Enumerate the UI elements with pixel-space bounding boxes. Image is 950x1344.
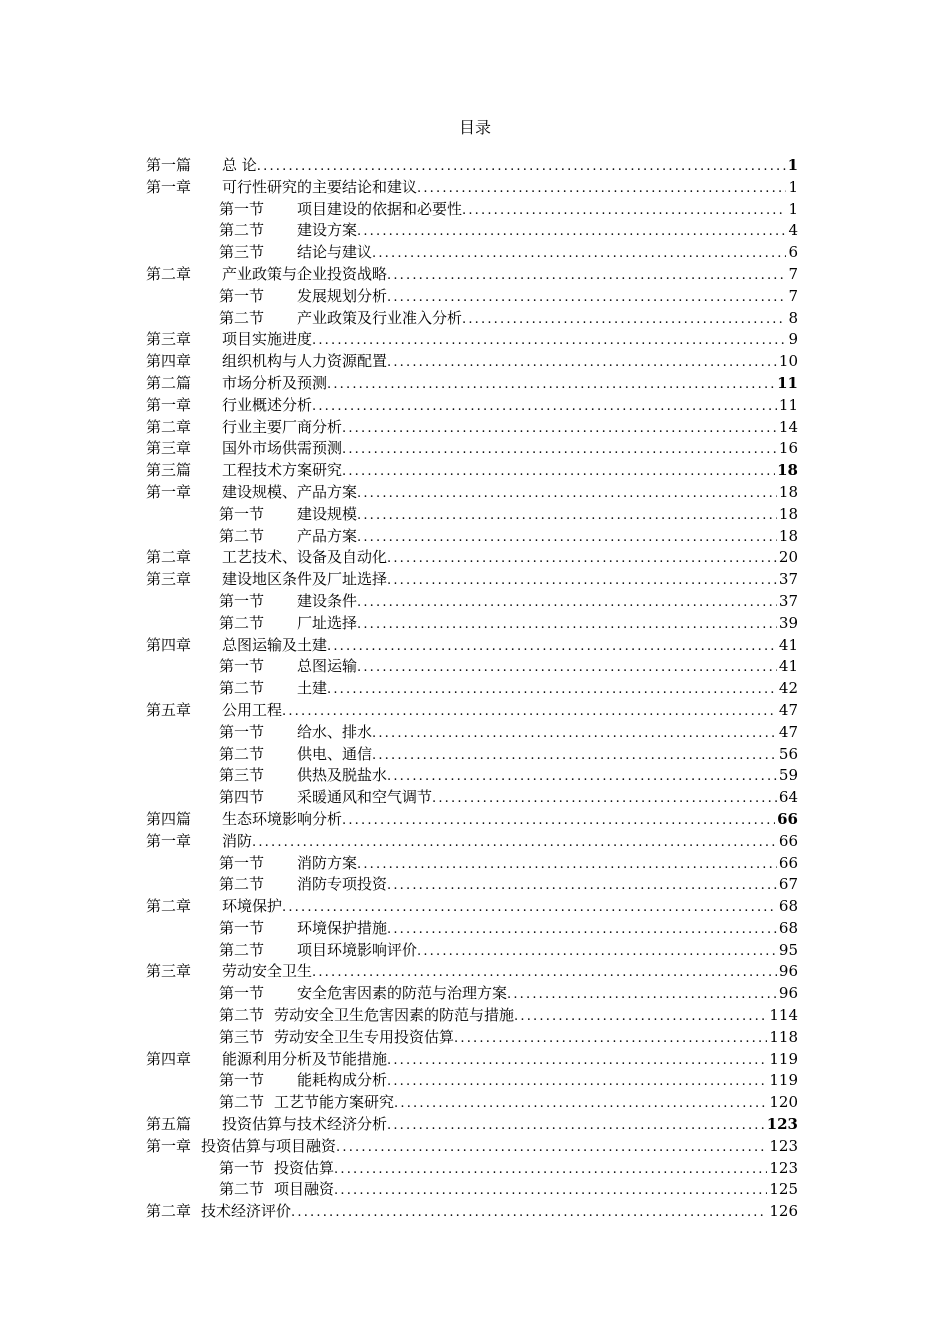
toc-entry-title: 工艺节能方案研究 [274,1093,395,1112]
toc-entry-title: 市场分析及预测 [222,373,328,392]
toc-entry-title: 能耗构成分析 [297,1071,388,1090]
toc-entry-number: 第二节 [219,1180,265,1199]
toc-dot-leader [291,1202,767,1223]
toc-page-number: 42 [778,679,798,698]
toc-dot-leader [357,221,786,242]
toc-entry-title: 项目实施进度 [222,330,313,349]
toc-chapter-entry[interactable] [146,635,798,657]
toc-entry-number: 第三节 [219,1027,265,1046]
toc-section-entry[interactable] [146,765,798,787]
toc-entry-number: 第二节 [219,1006,265,1025]
toc-dot-leader [357,483,777,504]
toc-entry-number: 第五章 [146,700,192,719]
toc-chapter-entry[interactable] [146,417,798,439]
toc-part-entry[interactable] [146,373,798,395]
toc-entry-number: 第四章 [146,1049,192,1068]
toc-chapter-entry[interactable] [146,700,798,722]
toc-section-entry[interactable] [146,678,798,700]
toc-entry-number: 第二章 [146,264,192,283]
toc-chapter-entry[interactable] [146,896,798,918]
toc-entry-number: 第一节 [219,853,265,872]
toc-section-entry[interactable] [146,286,798,308]
toc-entry-title: 总 论 [222,156,257,174]
toc-section-entry[interactable] [146,526,798,548]
toc-chapter-entry[interactable] [146,831,798,853]
toc-page-number: 18 [778,482,798,501]
toc-entry-title: 总图运输 [297,657,358,676]
toc-page-number: 18 [778,504,798,523]
toc-dot-leader [312,330,786,351]
toc-entry-title: 公用工程 [222,700,283,719]
toc-section-entry[interactable] [146,199,798,221]
toc-section-entry[interactable] [146,1092,798,1114]
toc-chapter-entry[interactable] [146,177,798,199]
toc-section-entry[interactable] [146,940,798,962]
toc-section-entry[interactable] [146,1005,798,1027]
toc-entry-title: 土建 [297,679,328,698]
toc-part-entry[interactable] [146,1114,798,1136]
toc-entry-title: 建设地区条件及厂址选择 [222,570,388,589]
toc-page-number: 39 [778,613,798,632]
toc-dot-leader [372,243,786,264]
toc-entry-number: 第一节 [219,286,265,305]
toc-title: 目录 [458,118,491,137]
toc-dot-leader [387,766,777,787]
toc-dot-leader [342,461,775,482]
toc-entry-number: 第一节 [219,504,265,523]
toc-entry-number: 第二章 [146,897,192,916]
toc-page-number: 1 [787,156,798,174]
toc-page-number: 67 [778,875,798,894]
toc-entry-title: 产业政策及行业准入分析 [297,308,463,327]
toc-entry-number: 第三节 [219,243,265,262]
toc-entry-title: 消防 [222,831,253,850]
toc-dot-leader [387,548,777,569]
toc-section-entry[interactable] [146,1027,798,1049]
table-of-contents [146,155,798,1223]
toc-entry-title: 生态环境影响分析 [222,809,343,828]
toc-chapter-entry[interactable] [146,569,798,591]
toc-part-entry[interactable] [146,809,798,831]
toc-entry-number: 第一章 [146,395,192,414]
toc-dot-leader [387,919,777,940]
toc-entry-number: 第四章 [146,352,192,371]
toc-section-entry[interactable] [146,1070,798,1092]
toc-dot-leader [372,723,777,744]
toc-entry-title: 建设方案 [297,221,358,240]
toc-dot-leader [252,832,777,853]
toc-entry-title: 项目融资 [274,1180,335,1199]
toc-section-entry[interactable] [146,504,798,526]
toc-section-entry[interactable] [146,787,798,809]
toc-page-number: 7 [788,286,798,305]
toc-page-number: 118 [769,1027,798,1046]
toc-entry-number: 第二节 [219,526,265,545]
toc-chapter-entry[interactable] [146,547,798,569]
toc-section-entry[interactable] [146,1158,798,1180]
toc-section-entry[interactable] [146,613,798,635]
toc-entry-number: 第二节 [219,613,265,632]
toc-entry-number: 第二节 [219,940,265,959]
toc-page-number: 59 [778,766,798,785]
toc-dot-leader [387,1050,767,1071]
toc-entry-title: 可行性研究的主要结论和建议 [222,177,418,196]
toc-page-number: 64 [778,788,798,807]
toc-entry-title: 发展规划分析 [297,286,388,305]
toc-entry-number: 第一节 [219,1071,265,1090]
toc-page-number: 7 [788,264,798,283]
toc-dot-leader [282,701,777,722]
toc-page-number: 47 [778,700,798,719]
toc-dot-leader [454,1028,767,1049]
toc-section-entry[interactable] [146,722,798,744]
toc-page-number: 96 [778,962,798,981]
toc-section-entry[interactable] [146,744,798,766]
toc-chapter-entry[interactable] [146,1136,798,1158]
toc-entry-title: 项目建设的依据和必要性 [297,199,463,218]
toc-page-number: 119 [769,1049,798,1068]
toc-entry-title: 消防专项投资 [297,875,388,894]
toc-page-number: 68 [778,918,798,937]
toc-page-number: 14 [778,417,798,436]
toc-section-entry[interactable] [146,591,798,613]
toc-entry-title: 劳动安全卫生 [222,962,313,981]
toc-part-entry[interactable] [146,460,798,482]
toc-entry-title: 建设条件 [297,591,358,610]
toc-dot-leader [257,156,786,177]
toc-entry-title: 供电、通信 [297,744,373,763]
toc-section-entry[interactable] [146,918,798,940]
toc-page-number: 11 [778,395,798,414]
toc-dot-leader [357,505,777,526]
toc-page-number: 114 [769,1006,798,1025]
toc-entry-number: 第二篇 [146,373,192,392]
toc-page-number: 56 [778,744,798,763]
toc-entry-number: 第四篇 [146,809,192,828]
toc-dot-leader [312,962,777,983]
toc-page-number: 1 [788,177,798,196]
toc-page-number: 6 [788,243,798,262]
toc-entry-title: 采暖通风和空气调节 [297,788,433,807]
toc-entry-title: 行业概述分析 [222,395,313,414]
toc-dot-leader [336,1137,767,1158]
toc-dot-leader [327,636,777,657]
toc-chapter-entry[interactable] [146,1201,798,1223]
toc-entry-number: 第二章 [146,417,192,436]
toc-page-number: 123 [769,1136,798,1155]
toc-entry-title: 给水、排水 [297,722,373,741]
toc-page-number: 125 [769,1180,798,1199]
toc-dot-leader [357,657,777,678]
toc-page-number: 4 [788,221,798,240]
toc-dot-leader [462,200,786,221]
toc-page-number: 1 [788,199,798,218]
toc-entry-title: 结论与建议 [297,243,373,262]
toc-page-number: 16 [778,439,798,458]
toc-page-number: 18 [778,526,798,545]
toc-page-number: 123 [766,1115,798,1134]
toc-entry-title: 建设规模 [297,504,358,523]
toc-dot-leader [357,614,777,635]
toc-entry-number: 第一章 [146,177,192,196]
toc-chapter-entry[interactable] [146,961,798,983]
toc-entry-title: 投资估算与项目融资 [201,1136,337,1155]
toc-entry-number: 第一篇 [146,156,192,174]
toc-page-number: 41 [778,635,798,654]
toc-dot-leader [357,527,777,548]
toc-dot-leader [342,810,775,831]
toc-dot-leader [417,941,777,962]
toc-section-entry[interactable] [146,656,798,678]
toc-entry-title: 环境保护措施 [297,918,388,937]
toc-entry-number: 第三节 [219,766,265,785]
toc-dot-leader [507,984,777,1005]
toc-entry-number: 第一节 [219,918,265,937]
toc-entry-number: 第二节 [219,1093,265,1112]
toc-dot-leader [387,570,777,591]
toc-entry-title: 国外市场供需预测 [222,439,343,458]
toc-entry-title: 工艺技术、设备及自动化 [222,548,388,567]
toc-entry-number: 第四章 [146,635,192,654]
toc-page-number: 18 [777,461,798,480]
toc-entry-title: 行业主要厂商分析 [222,417,343,436]
toc-entry-title: 项目环境影响评价 [297,940,418,959]
toc-page-number: 68 [778,897,798,916]
toc-dot-leader [394,1093,767,1114]
toc-entry-title: 总图运输及土建 [222,635,328,654]
toc-entry-number: 第一章 [146,831,192,850]
toc-dot-leader [387,1071,767,1092]
toc-entry-number: 第三章 [146,330,192,349]
toc-page-number: 9 [788,330,798,349]
toc-entry-title: 消防方案 [297,853,358,872]
toc-entry-number: 第一章 [146,482,192,501]
toc-page-number: 123 [769,1158,798,1177]
toc-section-entry[interactable] [146,983,798,1005]
toc-dot-leader [312,396,777,417]
toc-dot-leader [432,788,777,809]
toc-entry-number: 第三章 [146,570,192,589]
toc-dot-leader [334,1180,767,1201]
toc-chapter-entry[interactable] [146,482,798,504]
toc-page-number: 8 [788,308,798,327]
toc-entry-number: 第二章 [146,548,192,567]
toc-dot-leader [514,1006,767,1027]
toc-dot-leader [387,1115,765,1136]
toc-page-number: 66 [778,831,798,850]
toc-dot-leader [342,439,777,460]
toc-chapter-entry[interactable] [146,329,798,351]
toc-page-number: 47 [778,722,798,741]
toc-entry-number: 第一节 [219,657,265,676]
toc-entry-number: 第一节 [219,199,265,218]
toc-entry-number: 第三章 [146,439,192,458]
toc-dot-leader [327,679,777,700]
toc-page-number: 120 [769,1093,798,1112]
toc-entry-title: 劳动安全卫生危害因素的防范与措施 [274,1006,515,1025]
toc-entry-number: 第二节 [219,679,265,698]
toc-entry-number: 第一节 [219,984,265,1003]
toc-section-entry[interactable] [146,220,798,242]
toc-entry-title: 投资估算 [274,1158,335,1177]
toc-page-number: 11 [777,373,798,392]
toc-dot-leader [282,897,777,918]
toc-page-number: 95 [778,940,798,959]
toc-entry-title: 厂址选择 [297,613,358,632]
toc-chapter-entry[interactable] [146,351,798,373]
toc-entry-title: 产品方案 [297,526,358,545]
toc-dot-leader [327,374,775,395]
toc-page-number: 20 [778,548,798,567]
toc-dot-leader [357,854,777,875]
toc-entry-title: 技术经济评价 [201,1202,292,1221]
toc-entry-number: 第五篇 [146,1115,192,1134]
toc-section-entry[interactable] [146,308,798,330]
toc-page-number: 37 [778,591,798,610]
toc-dot-leader [462,309,786,330]
toc-page-number: 126 [769,1202,798,1221]
toc-chapter-entry[interactable] [146,438,798,460]
toc-chapter-entry[interactable] [146,395,798,417]
toc-page-number: 66 [777,809,798,828]
toc-page-number: 37 [778,570,798,589]
toc-dot-leader [387,875,777,896]
toc-dot-leader [342,418,777,439]
toc-entry-number: 第三章 [146,962,192,981]
toc-entry-number: 第二节 [219,308,265,327]
toc-entry-title: 产业政策与企业投资战略 [222,264,388,283]
toc-page-number: 41 [778,657,798,676]
toc-entry-number: 第一节 [219,591,265,610]
toc-entry-number: 第二节 [219,875,265,894]
toc-entry-title: 投资估算与技术经济分析 [222,1115,388,1134]
toc-entry-title: 工程技术方案研究 [222,461,343,480]
toc-entry-number: 第二节 [219,221,265,240]
toc-section-entry[interactable] [146,853,798,875]
toc-dot-leader [372,745,777,766]
toc-entry-number: 第一节 [219,722,265,741]
toc-dot-leader [387,265,786,286]
toc-entry-title: 能源利用分析及节能措施 [222,1049,388,1068]
toc-chapter-entry[interactable] [146,1049,798,1071]
toc-page-number: 119 [769,1071,798,1090]
toc-section-entry[interactable] [146,1179,798,1201]
toc-entry-number: 第一章 [146,1136,192,1155]
toc-section-entry[interactable] [146,242,798,264]
toc-dot-leader [387,352,777,373]
toc-entry-number: 第一节 [219,1158,265,1177]
toc-entry-number: 第四节 [219,788,265,807]
toc-page-number: 96 [778,984,798,1003]
toc-page-number: 10 [778,352,798,371]
toc-section-entry[interactable] [146,874,798,896]
toc-chapter-entry[interactable] [146,264,798,286]
toc-entry-number: 第二节 [219,744,265,763]
toc-dot-leader [417,178,786,199]
toc-entry-title: 建设规模、产品方案 [222,482,358,501]
toc-entry-title: 供热及脱盐水 [297,766,388,785]
toc-entry-title: 组织机构与人力资源配置 [222,352,388,371]
toc-entry-title: 安全危害因素的防范与治理方案 [297,984,508,1003]
toc-entry-title: 环境保护 [222,897,283,916]
toc-page-number: 66 [778,853,798,872]
toc-entry-number: 第二章 [146,1202,192,1221]
toc-part-entry[interactable] [146,155,798,177]
toc-entry-number: 第三篇 [146,461,192,480]
toc-dot-leader [334,1159,767,1180]
toc-dot-leader [387,287,786,308]
toc-dot-leader [357,592,777,613]
toc-entry-title: 劳动安全卫生专用投资估算 [274,1027,455,1046]
